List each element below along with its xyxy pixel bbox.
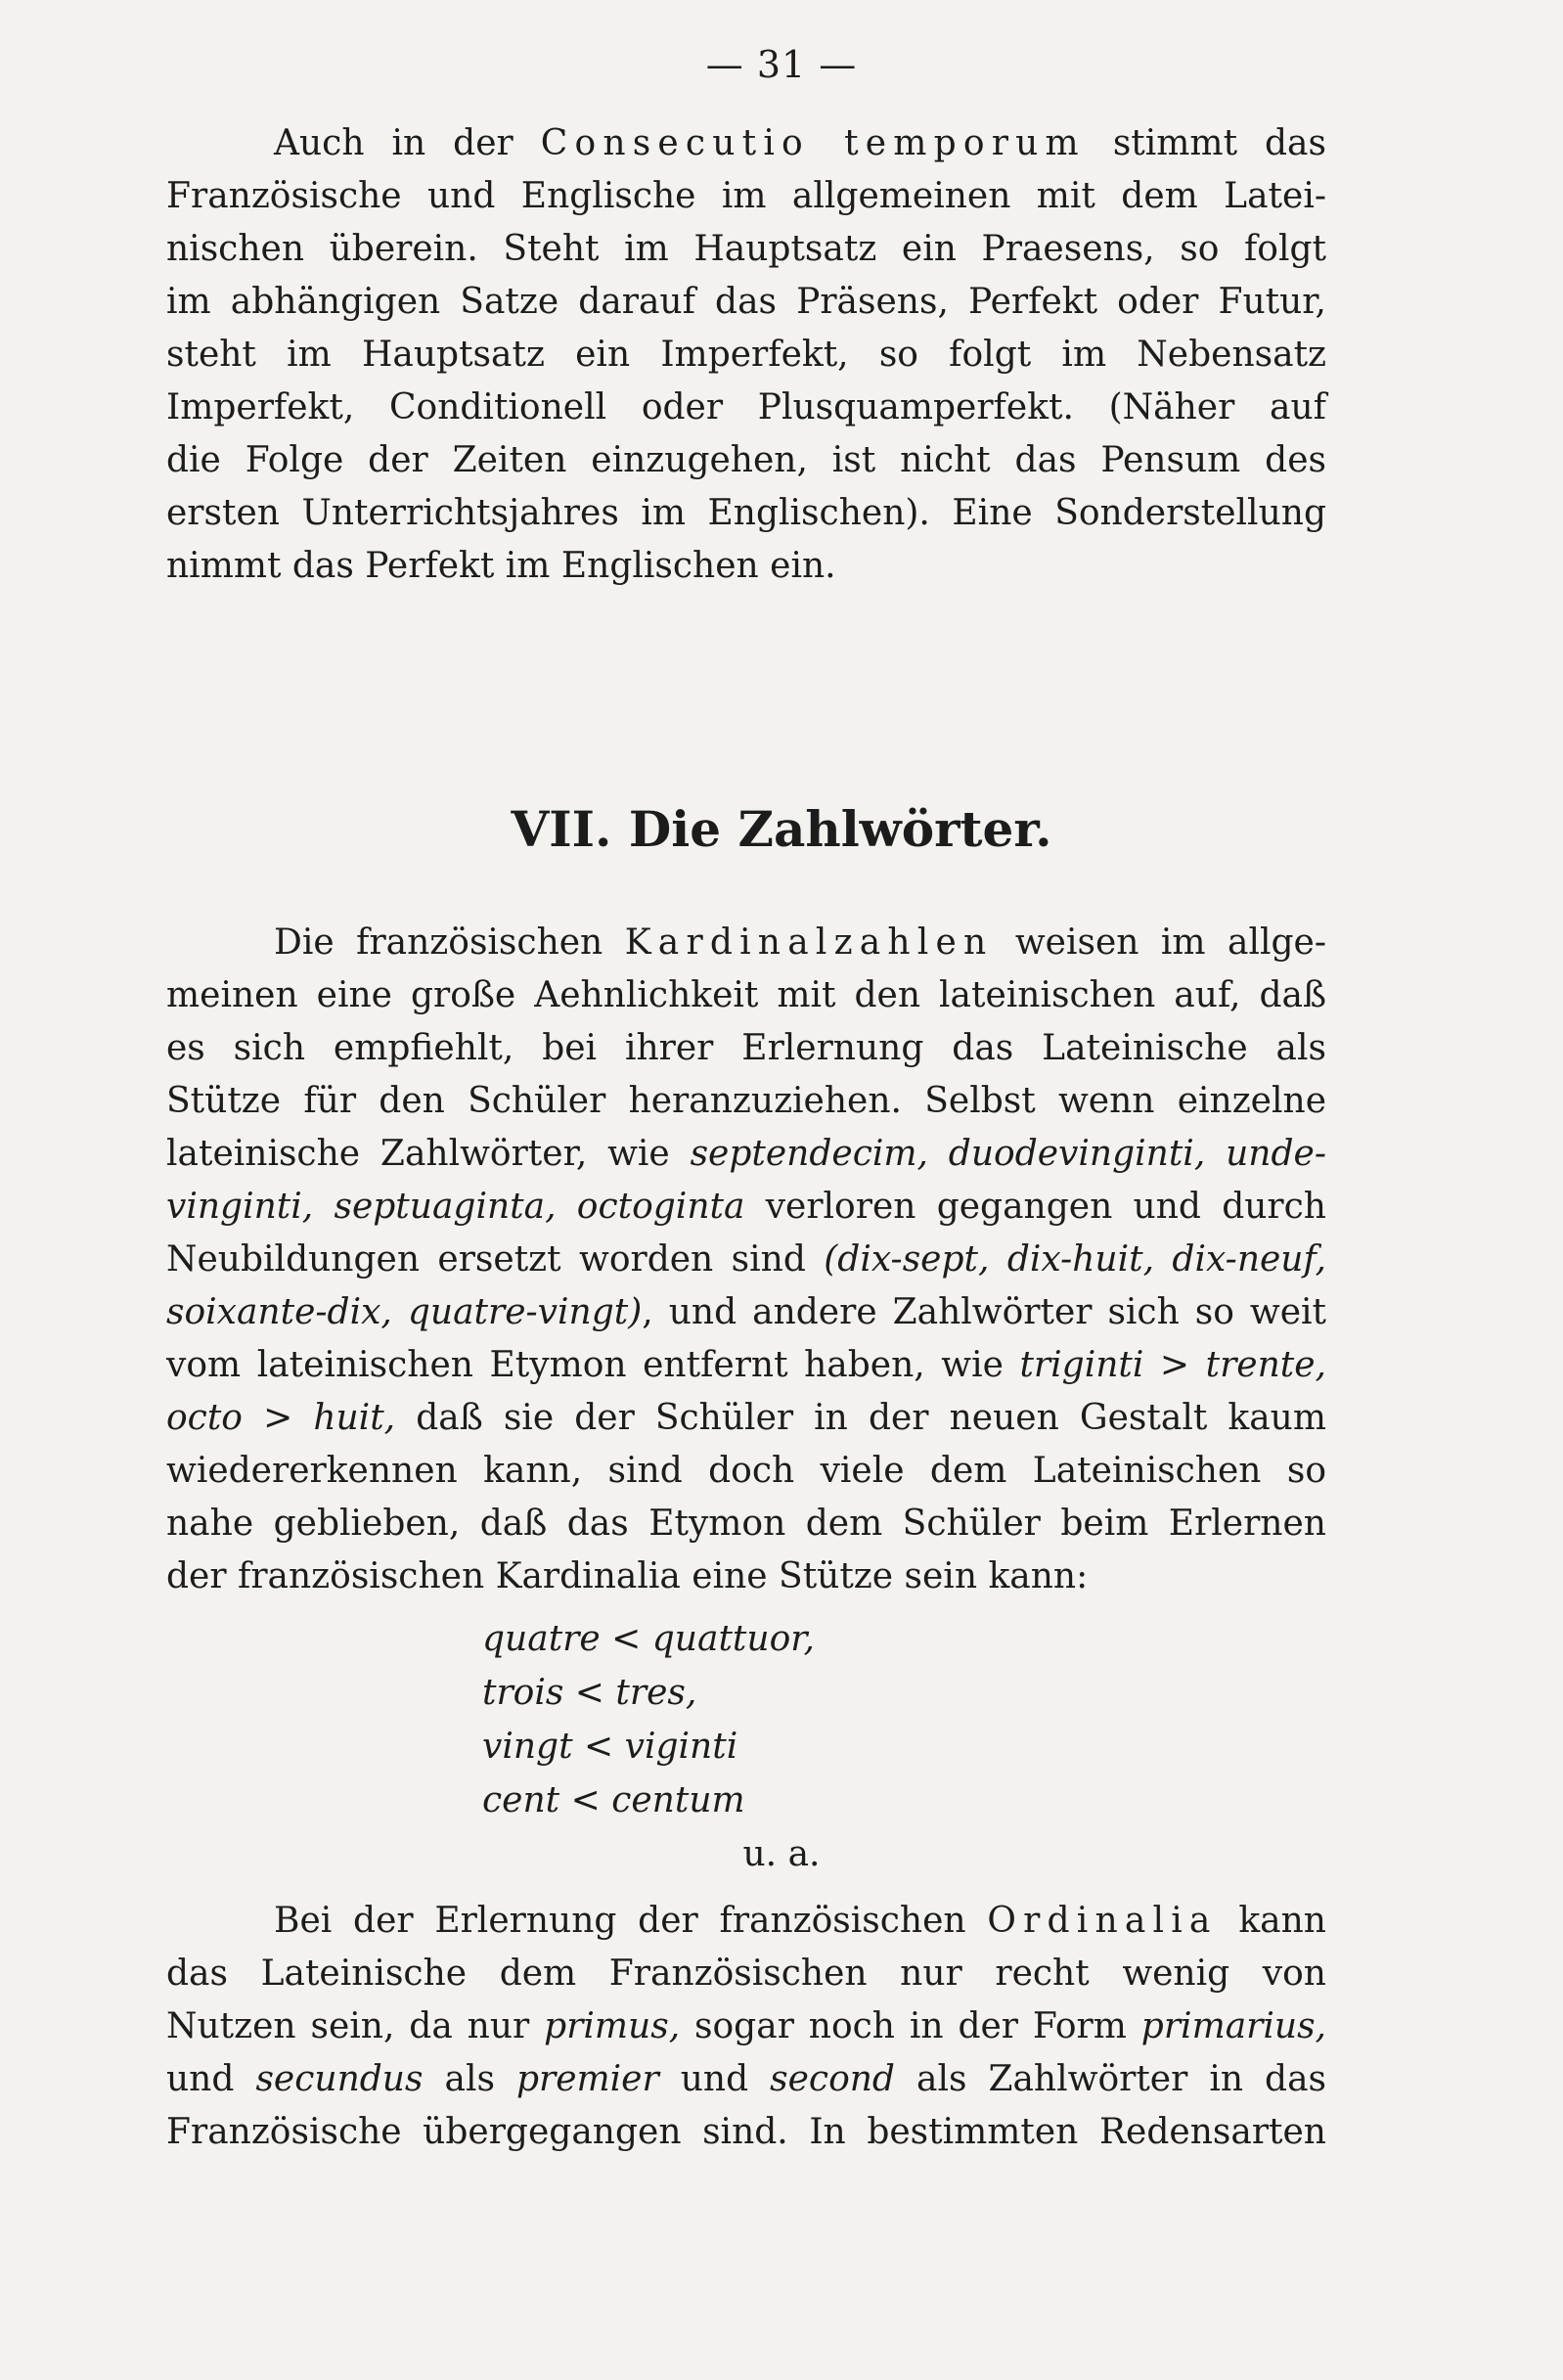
text-line: Französische und Englische im allgemeinen mit dem Latei-: [166, 176, 1326, 216]
text-line: Stütze für den Schüler heranzuziehen. Selbst wenn einzelne: [166, 1081, 1326, 1121]
paragraph-consecutio-temporum: [166, 117, 1326, 593]
spaced-term: Ordinalia: [987, 1901, 1218, 1941]
text-line: Französische übergegangen sind. In bestimmten Redensarten: [166, 2112, 1326, 2152]
text-line: soixante-dix, quatre-vingt), und andere Zahlwörter sich so weit: [166, 1292, 1327, 1332]
latin-term: secundus: [255, 2059, 424, 2099]
text-line: es sich empfiehlt, bei ihrer Erlernung das Lateinische als: [166, 1028, 1326, 1068]
latin-term: primus,: [544, 2006, 681, 2046]
example-line: vingt < viginti: [482, 1727, 738, 1767]
latin-term: vinginti, septuaginta, octoginta: [166, 1187, 745, 1227]
text-line: nahe geblieben, daß das Etymon dem Schüler beim Erlernen: [166, 1504, 1326, 1544]
latin-term: septendecim, duodevinginti, unde-: [690, 1134, 1326, 1174]
text-line: das Lateinische dem Französischen nur recht wenig von: [166, 1953, 1326, 1994]
text-line: octo > huit, daß sie der Schüler in der neuen Gestalt kaum: [166, 1398, 1326, 1438]
text-line: Imperfekt, Conditionell oder Plusquamperfekt. (Näher auf: [166, 387, 1326, 427]
text-line: Neubildungen ersetzt worden sind (dix-sept, dix-huit, dix-neuf,: [166, 1239, 1326, 1280]
page-number: — 31 —: [705, 43, 858, 86]
spaced-term: Kardinalzahlen: [624, 922, 994, 963]
french-term: premier: [515, 2059, 659, 2099]
text-line: lateinische Zahlwörter, wie septendecim, duodevinginti, unde-: [166, 1134, 1326, 1174]
paragraph-ordinalia: [166, 1895, 1326, 2159]
text-line: steht im Hauptsatz ein Imperfekt, so folgt im Nebensatz: [166, 335, 1326, 375]
etymology-examples: [482, 1612, 815, 1827]
und-andere-note: u. a.: [742, 1834, 821, 1874]
example-line: quatre < quattuor,: [482, 1619, 815, 1659]
french-term: (dix-sept, dix-huit, dix-neuf,: [824, 1239, 1326, 1280]
text-line: ersten Unterrichtsjahres im Englischen). Eine Sonderstellung: [166, 493, 1326, 533]
text-line: der französischen Kardinalia eine Stütze sein kann:: [166, 1556, 1089, 1596]
paragraph-kardinalzahlen: [166, 917, 1326, 1603]
spaced-term: Consecutio temporum: [540, 123, 1086, 163]
example-line: cent < centum: [482, 1780, 745, 1820]
french-term: second: [770, 2059, 895, 2099]
text-line: vom lateinischen Etymon entfernt haben, wie triginti > trente,: [166, 1345, 1326, 1385]
text-line: und secundus als premier und second als Zahlwörter in das: [166, 2059, 1327, 2099]
etymon-term: triginti > trente,: [1019, 1345, 1326, 1385]
text-line: nischen überein. Steht im Hauptsatz ein Praesens, so folgt: [166, 229, 1326, 269]
text-line: vinginti, septuaginta, octoginta verloren gegangen und durch: [166, 1187, 1326, 1227]
text-line: Nutzen sein, da nur primus, sogar noch in der Form primarius,: [166, 2006, 1326, 2046]
latin-term: primarius,: [1140, 2006, 1326, 2046]
text-line: im abhängigen Satze darauf das Präsens, Perfekt oder Futur,: [166, 282, 1326, 322]
text-line: Auch in der Consecutio temporum stimmt das: [274, 123, 1326, 163]
text-line: wiedererkennen kann, sind doch viele dem Lateinischen so: [166, 1451, 1326, 1491]
text-line: die Folge der Zeiten einzugehen, ist nicht das Pensum des: [166, 440, 1326, 480]
section-heading: VII. Die Zahlwörter.: [511, 800, 1052, 858]
etymon-term: octo > huit,: [166, 1398, 396, 1438]
example-line: trois < tres,: [482, 1673, 697, 1713]
french-term: soixante-dix, quatre-vingt): [166, 1292, 643, 1332]
text-line: Bei der Erlernung der französischen Ordinalia kann: [274, 1901, 1326, 1941]
text-line: nimmt das Perfekt im Englischen ein.: [166, 546, 836, 586]
text-line: meinen eine große Aehnlichkeit mit den lateinischen auf, daß: [166, 975, 1326, 1015]
text-line: Die französischen Kardinalzahlen weisen im allge-: [274, 922, 1326, 963]
